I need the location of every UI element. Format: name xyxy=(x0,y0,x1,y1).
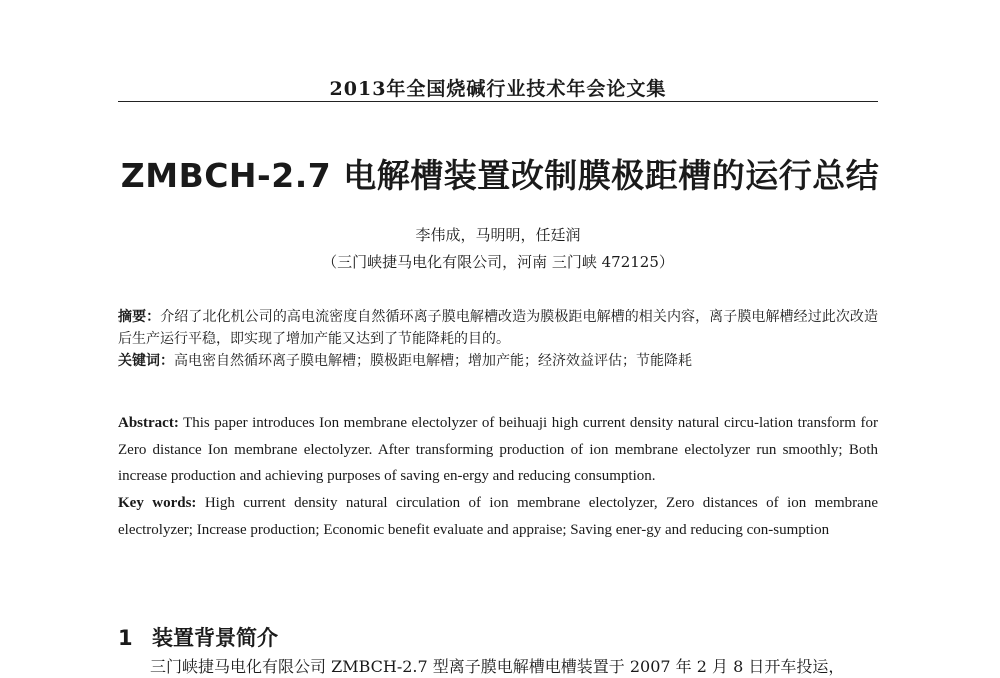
english-keywords-label: Key words: xyxy=(118,495,197,512)
section-number: 1 xyxy=(118,626,133,650)
affiliation: （三门峡捷马电化有限公司，河南 三门峡 472125） xyxy=(322,253,674,271)
section-heading xyxy=(118,622,278,652)
chinese-abstract xyxy=(118,306,878,372)
chinese-abstract-text: 介绍了北化机公司的高电流密度自然循环离子膜电解槽改造为膜极距电解槽的相关内容，离子膜电解槽经过此次改造后生产运行平稳，即实现了增加产能又达到了节能降耗的目的。 xyxy=(118,309,879,347)
chinese-keywords-paragraph xyxy=(118,350,878,372)
english-keywords-text: High current density natural circulation of ion membrane electolyzer, Zero distances of ion membrane electrolyzer; Increase production; Economic benefit evaluate and appraise; Saving ener-gy and reducing con-sumption xyxy=(118,495,878,538)
english-keywords-paragraph xyxy=(118,490,878,543)
chinese-abstract-paragraph xyxy=(118,306,878,350)
section-body-text: 三门峡捷马电化有限公司 ZMBCH-2.7 型离子膜电解槽电槽装置于 2007 年 2 月 8 日开车投运， xyxy=(150,657,845,676)
chinese-abstract-label: 摘要： xyxy=(118,309,161,325)
chinese-keywords-label: 关键词： xyxy=(118,353,174,369)
section-title: 装置背景简介 xyxy=(152,626,278,650)
english-abstract-text: This paper introduces Ion membrane electolyzer of beihuaji high current density natural circu-lation transform for Zero distance Ion membrane electolyzer. After transforming production of ion membrane electolyzer run smoothly; Both increase production and achieving purposes of saving en-ergy and reducing consumption. xyxy=(118,415,878,485)
english-abstract-paragraph xyxy=(118,410,878,490)
english-abstract xyxy=(118,410,878,544)
running-header: 2013年全国烧碱行业技术年会论文集 xyxy=(329,78,667,100)
article-title: ZMBCH-2.7 电解槽装置改制膜极距槽的运行总结 xyxy=(120,156,880,195)
english-abstract-label: Abstract: xyxy=(118,415,179,431)
header-rule xyxy=(118,101,878,102)
chinese-keywords-text: 高电密自然循环离子膜电解槽；膜极距电解槽；增加产能；经济效益评估；节能降耗 xyxy=(174,353,692,369)
authors: 李伟成，马明明，任廷润 xyxy=(415,226,581,244)
